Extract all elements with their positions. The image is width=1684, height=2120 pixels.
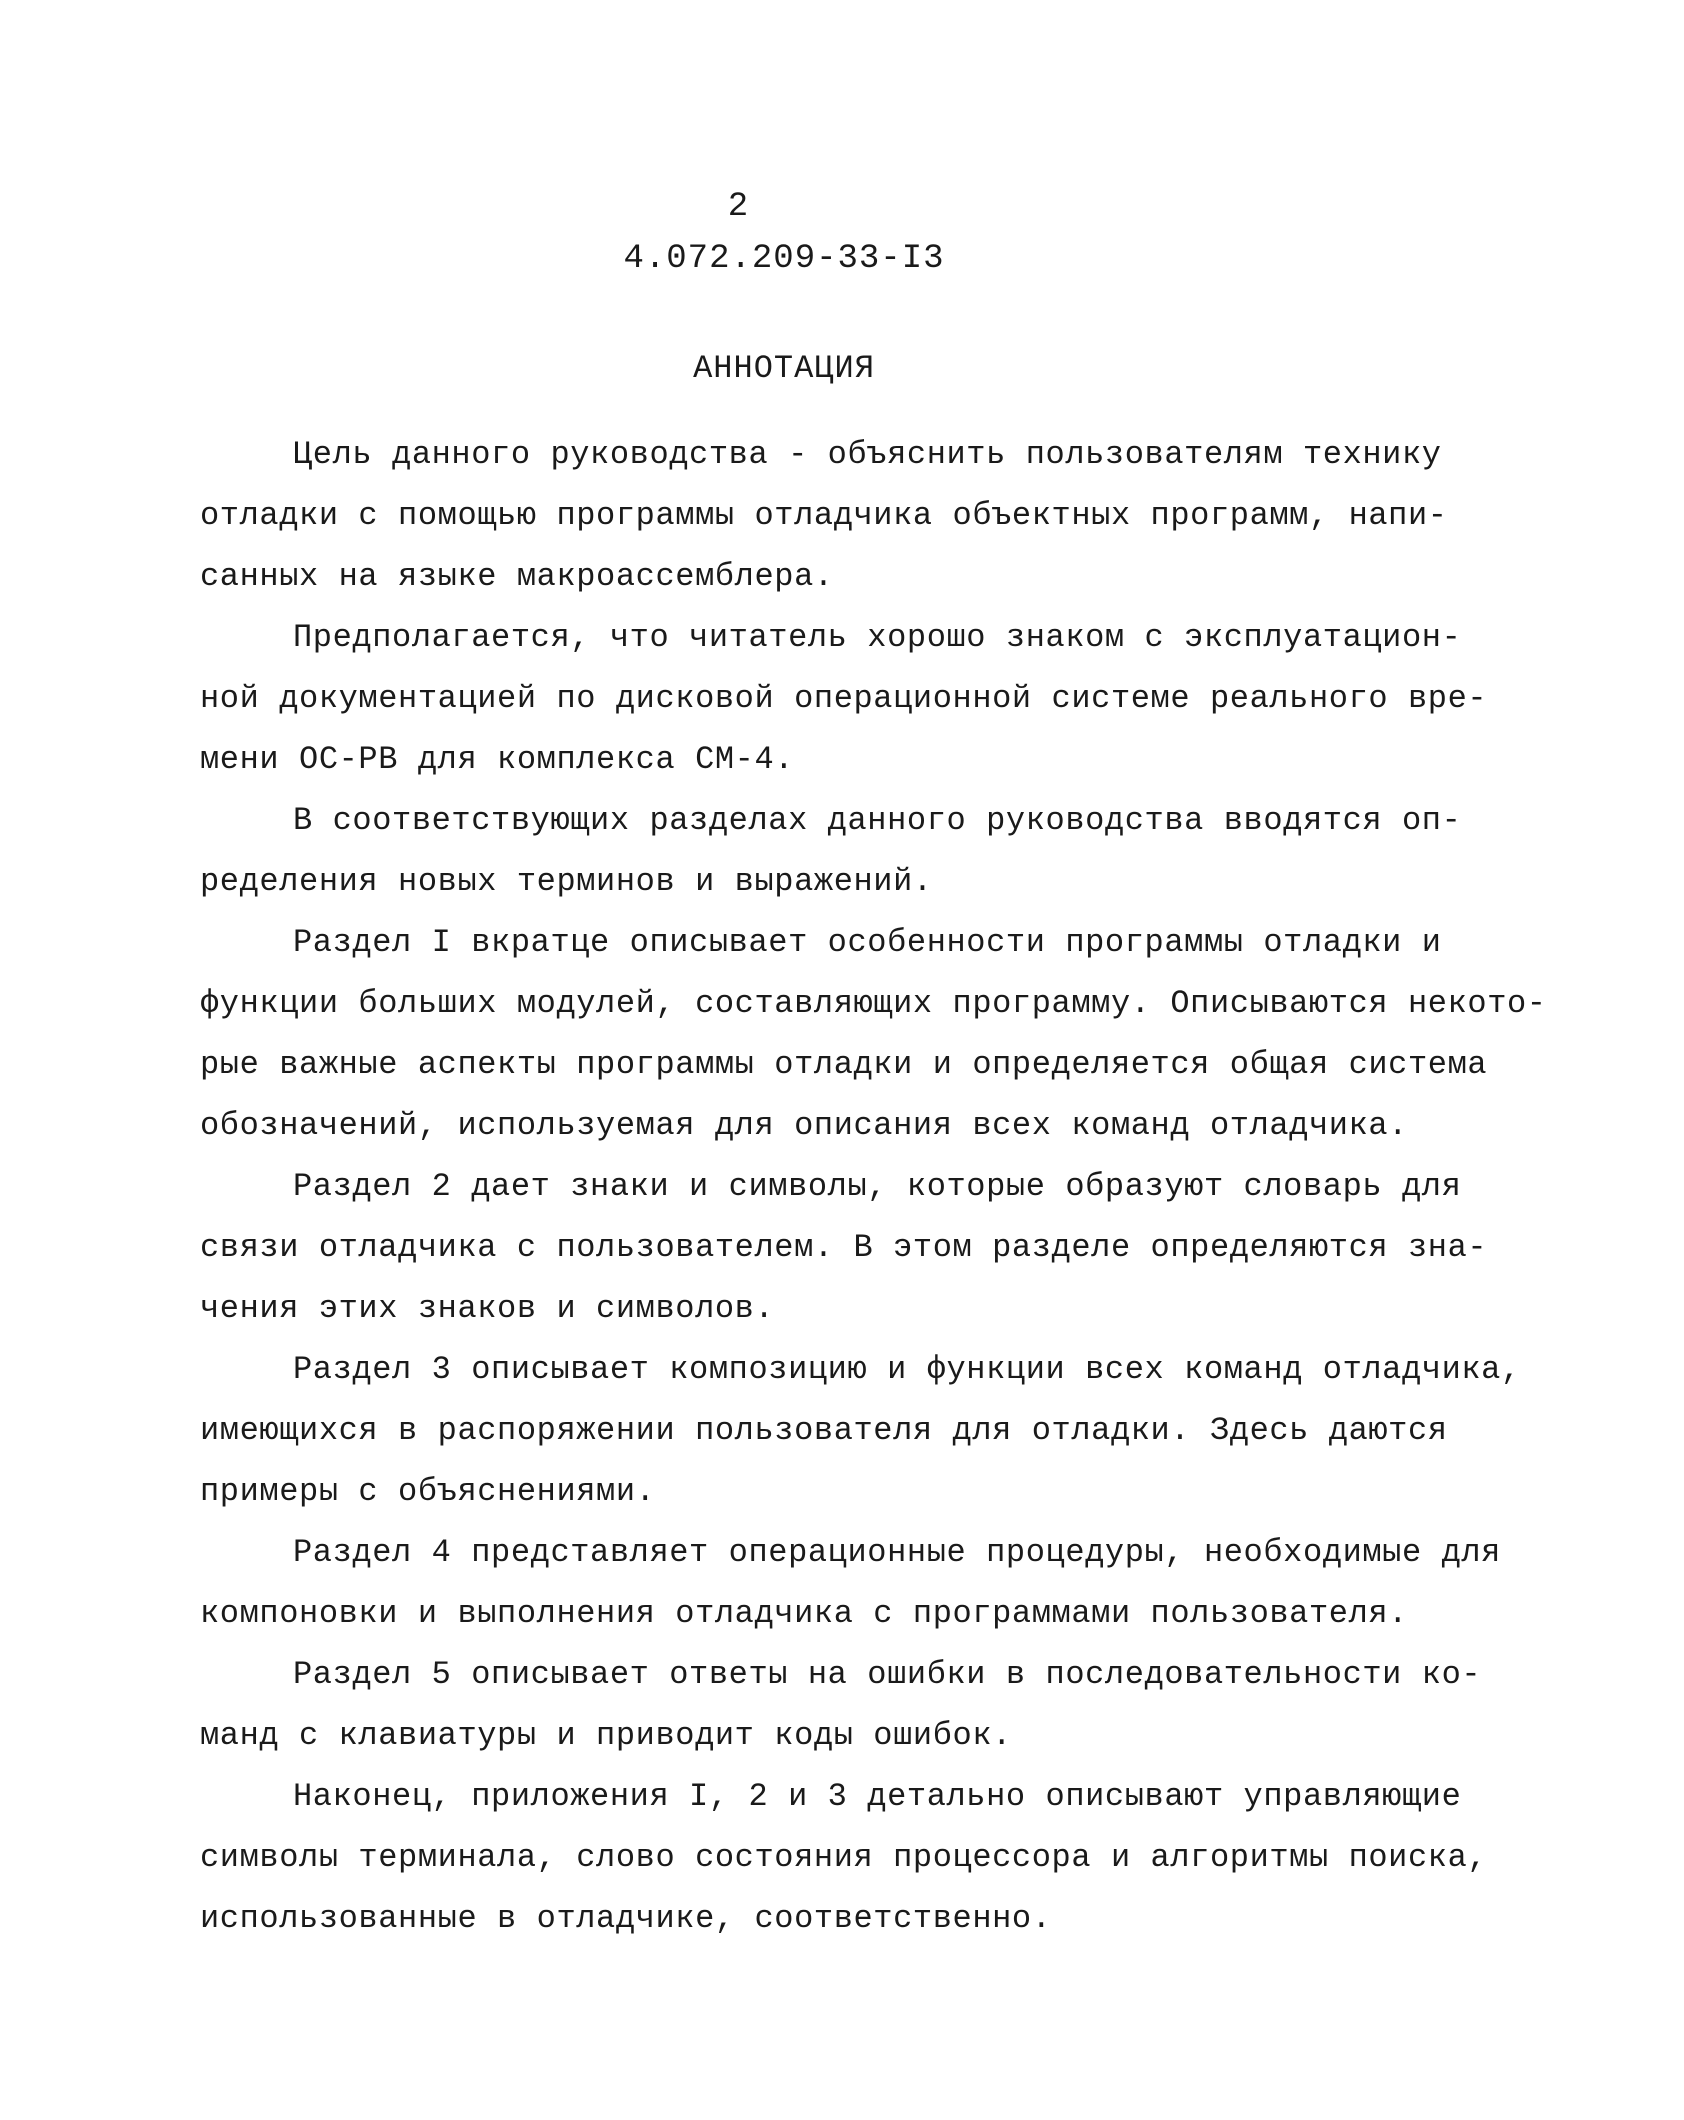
paragraph-9-line-3: использованные в отладчике, соответственно. xyxy=(200,1900,1052,1937)
paragraph-1-line-2: отладки с помощью программы отладчика объектных программ, напи- xyxy=(200,497,1448,534)
paragraph-6-line-2: имеющихся в распоряжении пользователя для отладки. Здесь даются xyxy=(200,1412,1448,1449)
document-code: 4.072.209-33-I3 xyxy=(623,240,945,278)
page-title: АННОТАЦИЯ xyxy=(693,350,875,387)
paragraph-2-line-2: ной документацией по дисковой операционной системе реального вре- xyxy=(200,680,1488,717)
paragraph-5-line-2: связи отладчика с пользователем. В этом разделе определяются зна- xyxy=(200,1229,1488,1266)
paragraph-8-line-1: Раздел 5 описывает ответы на ошибки в последовательности ко- xyxy=(293,1656,1482,1693)
page-number: 2 xyxy=(727,188,749,226)
paragraph-6-line-3: примеры с объяснениями. xyxy=(200,1473,656,1510)
paragraph-4-line-2: функции больших модулей, составляющих программу. Описываются некото- xyxy=(200,985,1547,1022)
paragraph-3-line-2: ределения новых терминов и выражений. xyxy=(200,863,933,900)
paragraph-4-line-3: рые важные аспекты программы отладки и определяется общая система xyxy=(200,1046,1488,1083)
paragraph-4-line-1: Раздел I вкратце описывает особенности программы отладки и xyxy=(293,924,1442,961)
paragraph-9-line-2: символы терминала, слово состояния процессора и алгоритмы поиска, xyxy=(200,1839,1488,1876)
paragraph-8-line-2: манд с клавиатуры и приводит коды ошибок. xyxy=(200,1717,1012,1754)
annotation-body xyxy=(200,424,1547,1949)
paragraph-1-line-3: санных на языке макроассемблера. xyxy=(200,558,834,595)
paragraph-9-line-1: Наконец, приложения I, 2 и 3 детально описывают управляющие xyxy=(293,1778,1462,1815)
paragraph-4-line-4: обозначений, используемая для описания всех команд отладчика. xyxy=(200,1107,1408,1144)
paragraph-5-line-3: чения этих знаков и символов. xyxy=(200,1290,775,1327)
paragraph-1-line-1: Цель данного руководства - объяснить пользователям технику xyxy=(293,436,1442,473)
paragraph-3-line-1: В соответствующих разделах данного руководства вводятся оп- xyxy=(293,802,1462,839)
paragraph-5-line-1: Раздел 2 дает знаки и символы, которые образуют словарь для xyxy=(293,1168,1462,1205)
paragraph-2-line-1: Предполагается, что читатель хорошо знаком с эксплуатацион- xyxy=(293,619,1462,656)
paragraph-2-line-3: мени ОС-РВ для комплекса СМ-4. xyxy=(200,741,795,778)
paragraph-6-line-1: Раздел 3 описывает композицию и функции всех команд отладчика, xyxy=(293,1351,1521,1388)
paragraph-7-line-2: компоновки и выполнения отладчика с программами пользователя. xyxy=(200,1595,1408,1632)
paragraph-7-line-1: Раздел 4 представляет операционные процедуры, необходимые для xyxy=(293,1534,1501,1571)
